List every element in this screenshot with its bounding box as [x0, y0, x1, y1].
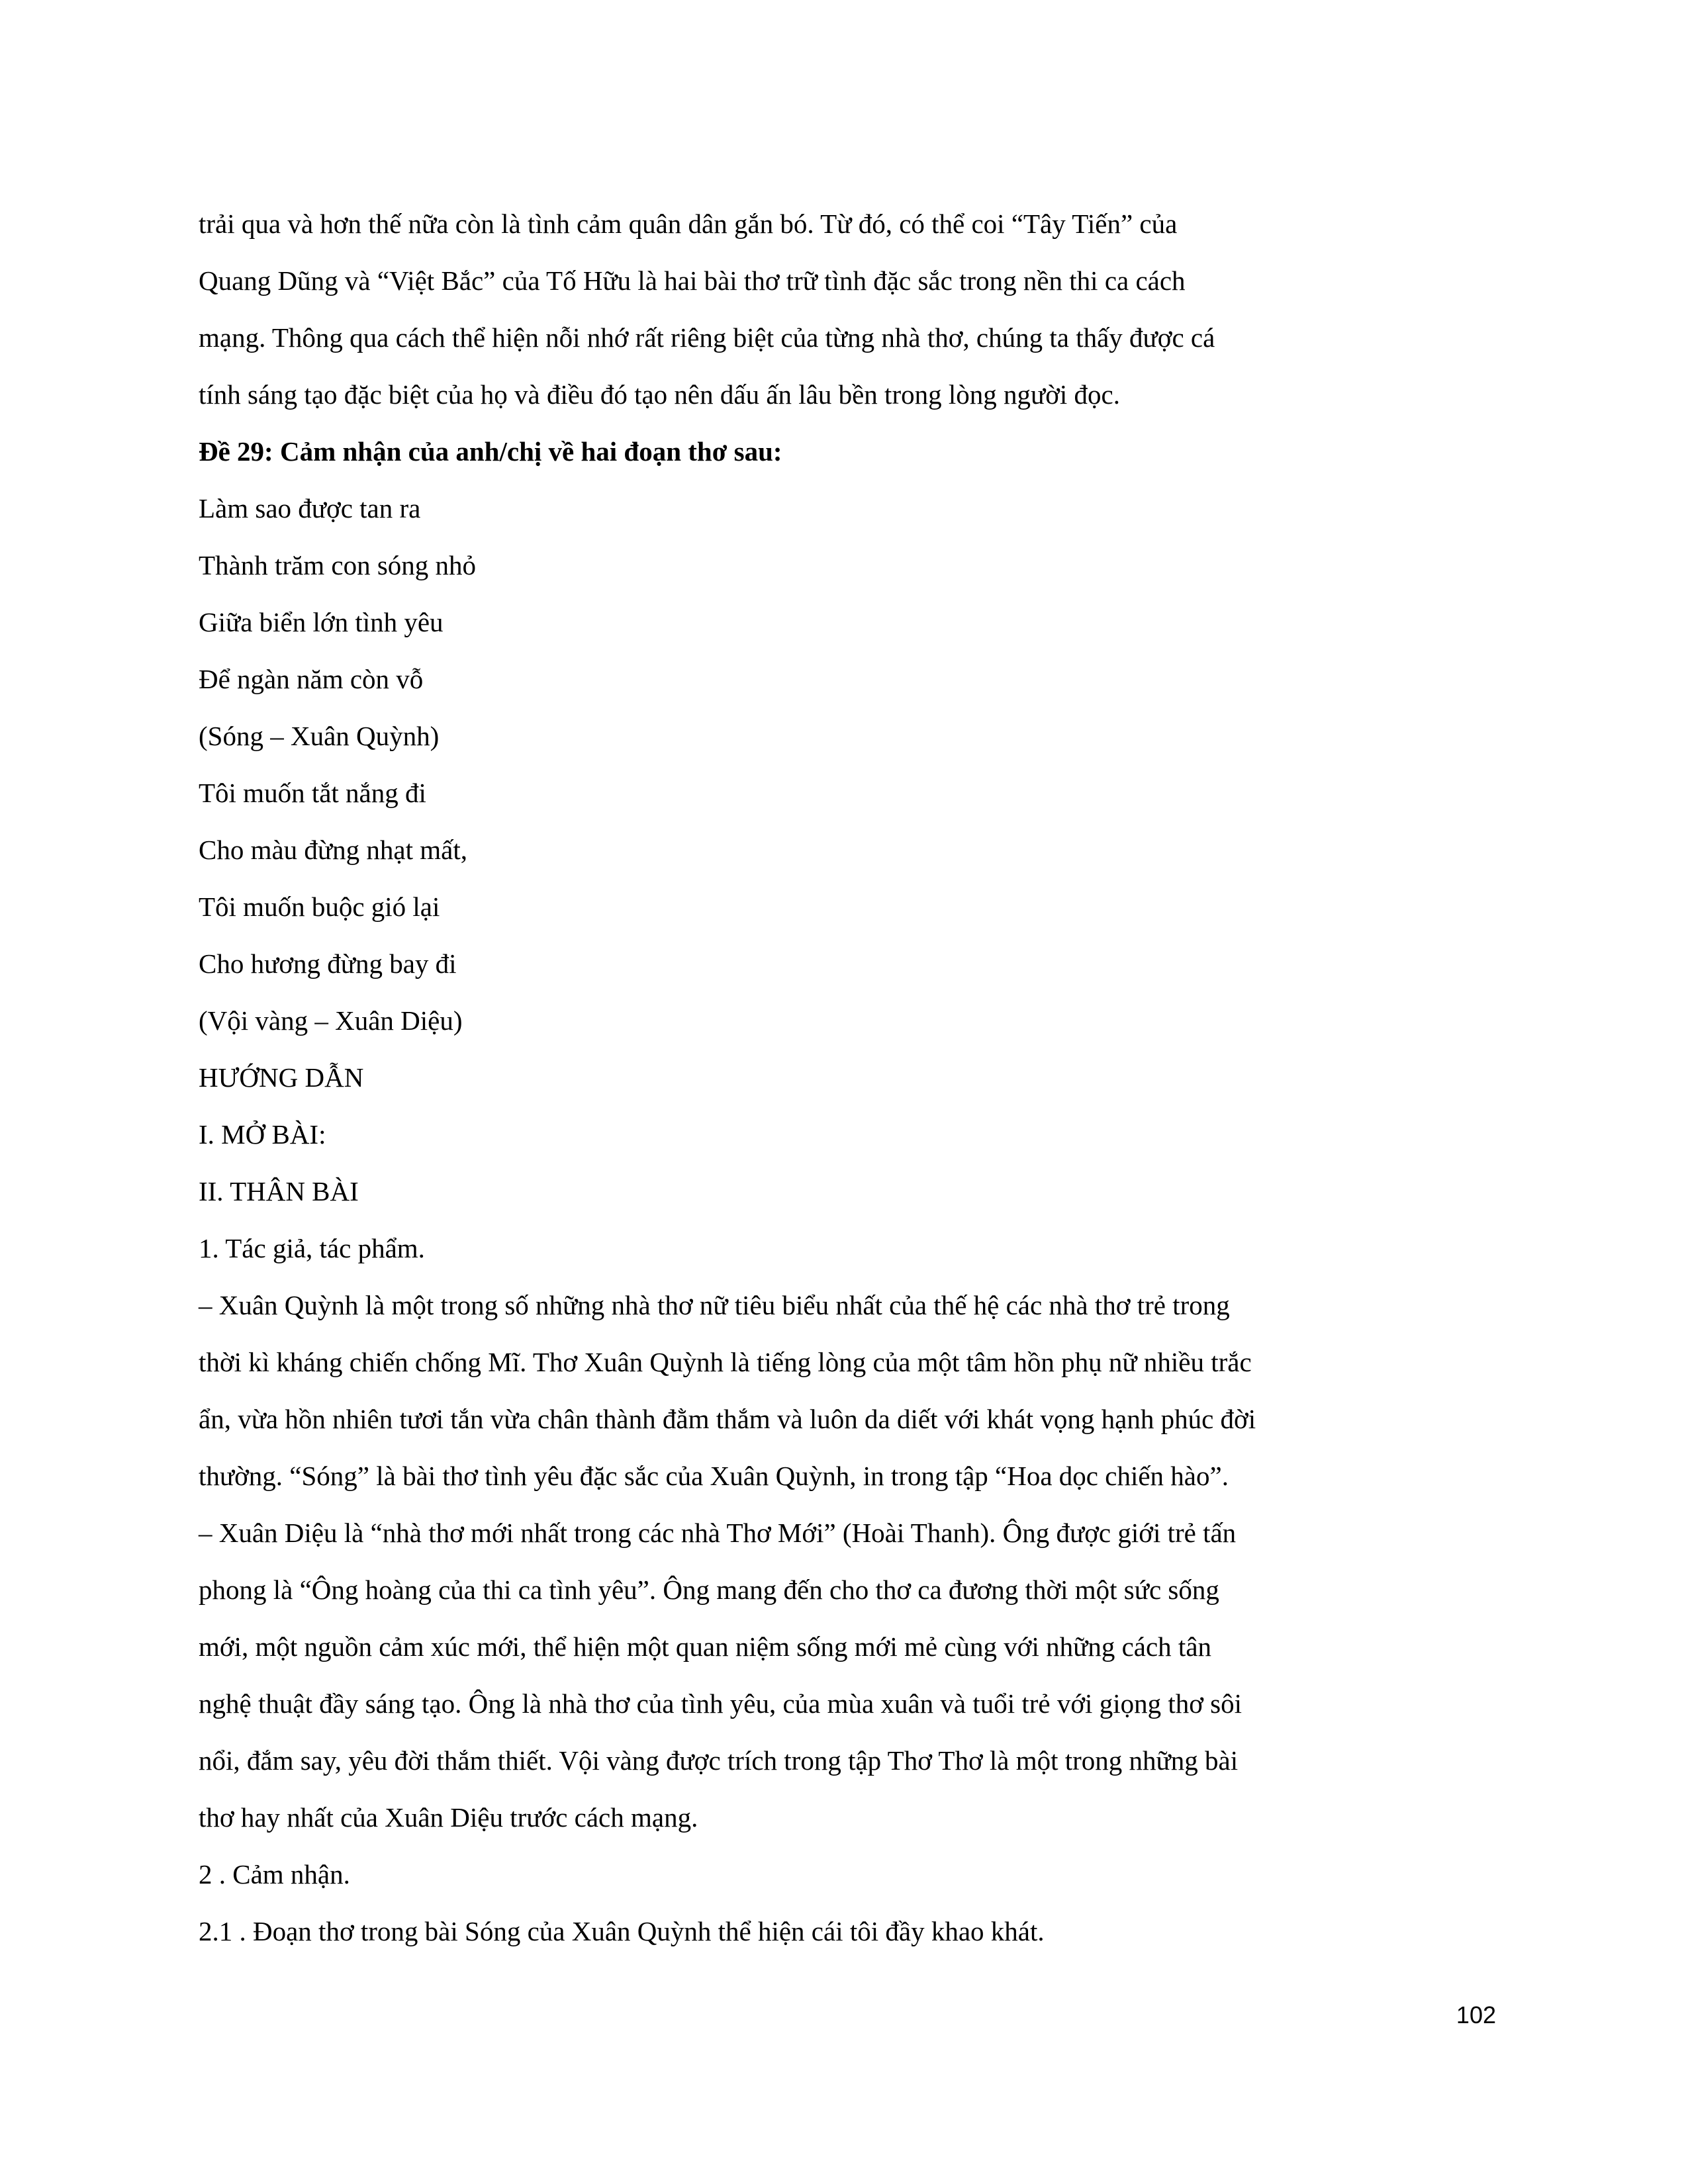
intro-paragraph	[199, 195, 1496, 423]
poem-line: Giữa biển lớn tình yêu	[199, 607, 444, 637]
subsection-heading: 1. Tác giả, tác phẩm.	[199, 1233, 425, 1263]
poem-line: Cho màu đừng nhạt mất,	[199, 835, 467, 865]
poem-line: Tôi muốn buộc gió lại	[199, 891, 440, 922]
paragraph-line: mạng. Thông qua cách thể hiện nỗi nhớ rất riêng biệt của từng nhà thơ, chúng ta thấy được cá	[199, 322, 1215, 353]
paragraph-line: thời kì kháng chiến chống Mĩ. Thơ Xuân Quỳnh là tiếng lòng của một tâm hồn phụ nữ nhiều trắc	[199, 1347, 1252, 1377]
poem-line: Tôi muốn tắt nắng đi	[199, 778, 426, 808]
paragraph-line: tính sáng tạo đặc biệt của họ và điều đó tạo nên dấu ấn lâu bền trong lòng người đọc.	[199, 379, 1120, 410]
poem-source: (Sóng – Xuân Quỳnh)	[199, 721, 440, 751]
paragraph-line: thơ hay nhất của Xuân Diệu trước cách mạng.	[199, 1802, 698, 1833]
paragraph-line: – Xuân Diệu là “nhà thơ mới nhất trong các nhà Thơ Mới” (Hoài Thanh). Ông được giới trẻ tấn	[199, 1518, 1237, 1548]
subsection-heading: 2.1 . Đoạn thơ trong bài Sóng của Xuân Quỳnh thể hiện cái tôi đầy khao khát.	[199, 1916, 1045, 1946]
paragraph-line: ẩn, vừa hồn nhiên tươi tắn vừa chân thành đằm thắm và luôn da diết với khát vọng hạnh phúc đời	[199, 1404, 1256, 1434]
exercise-heading: Đề 29: Cảm nhận của anh/chị về hai đoạn thơ sau:	[199, 436, 782, 467]
poem-line: Thành trăm con sóng nhỏ	[199, 550, 477, 580]
document-page	[199, 195, 1496, 1960]
poem-line: Để ngàn năm còn vỗ	[199, 664, 424, 694]
page-number: 102	[1456, 2001, 1496, 2028]
section-heading: II. THÂN BÀI	[199, 1176, 359, 1206]
paragraph-line: trải qua và hơn thế nữa còn là tình cảm quân dân gắn bó. Từ đó, có thể coi “Tây Tiến” của	[199, 208, 1178, 239]
paragraph-line: Quang Dũng và “Việt Bắc” của Tố Hữu là hai bài thơ trữ tình đặc sắc trong nền thi ca cách	[199, 265, 1186, 296]
poem-line: Cho hương đừng bay đi	[199, 948, 457, 979]
section-heading: I. MỞ BÀI:	[199, 1119, 326, 1150]
poem-line: Làm sao được tan ra	[199, 493, 421, 523]
paragraph-xuan-dieu	[199, 1504, 1496, 1846]
subsection-heading: 2 . Cảm nhận.	[199, 1859, 350, 1889]
poem-voi-vang	[199, 764, 1496, 1049]
paragraph-line: thường. “Sóng” là bài thơ tình yêu đặc sắc của Xuân Quỳnh, in trong tập “Hoa dọc chiến hào”.	[199, 1461, 1229, 1491]
paragraph-line: – Xuân Quỳnh là một trong số những nhà thơ nữ tiêu biểu nhất của thế hệ các nhà thơ trẻ trong	[199, 1290, 1230, 1320]
poem-source: (Vội vàng – Xuân Diệu)	[199, 1005, 463, 1036]
poem-song	[199, 480, 1496, 764]
paragraph-line: phong là “Ông hoàng của thi ca tình yêu”. Ông mang đến cho thơ ca đương thời một sức sống	[199, 1574, 1219, 1605]
paragraph-xuan-quynh	[199, 1277, 1496, 1504]
paragraph-line: nổi, đắm say, yêu đời thắm thiết. Vội vàng được trích trong tập Thơ Thơ là một trong những bài	[199, 1745, 1239, 1776]
paragraph-line: mới, một nguồn cảm xúc mới, thể hiện một quan niệm sống mới mẻ cùng với những cách tân	[199, 1631, 1212, 1662]
paragraph-line: nghệ thuật đầy sáng tạo. Ông là nhà thơ của tình yêu, của mùa xuân và tuổi trẻ với giọng thơ sôi	[199, 1688, 1242, 1719]
guide-heading: HƯỚNG DẪN	[199, 1062, 364, 1093]
